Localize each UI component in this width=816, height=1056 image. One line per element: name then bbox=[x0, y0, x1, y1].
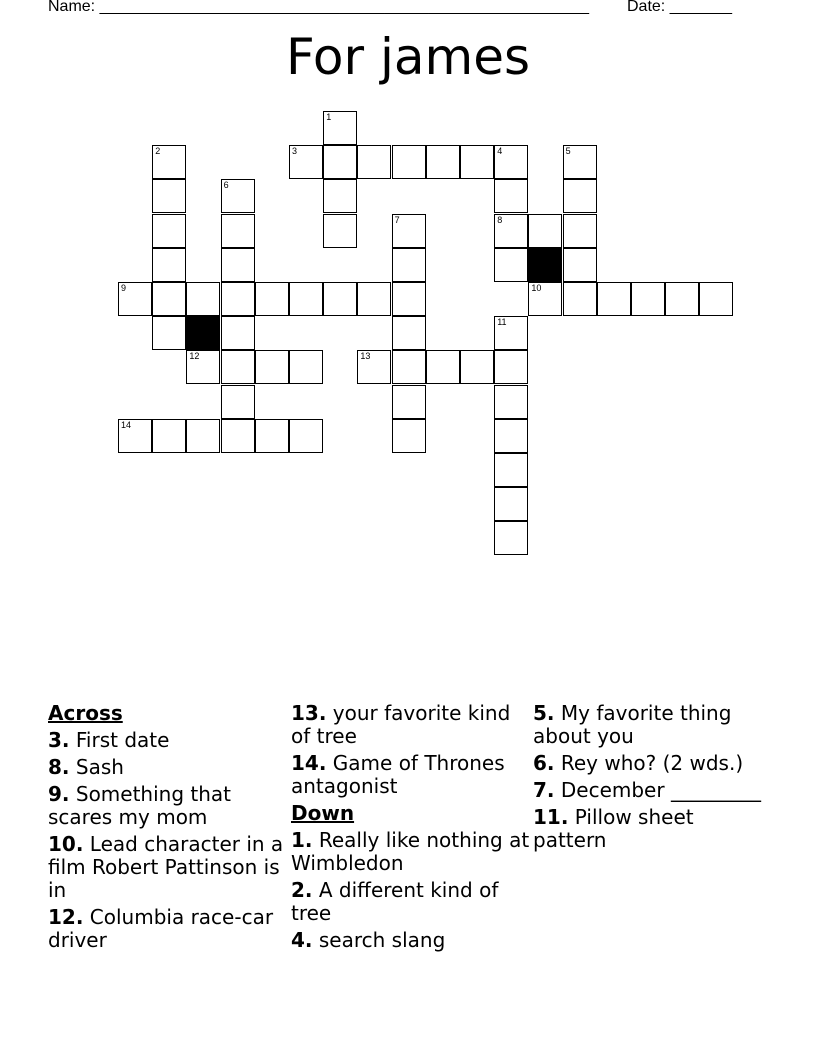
clue-number: 13. bbox=[291, 701, 327, 725]
cell-number: 5 bbox=[565, 146, 571, 157]
black-cell bbox=[186, 316, 220, 350]
grid-cell[interactable] bbox=[289, 350, 323, 384]
grid-cell[interactable] bbox=[255, 350, 289, 384]
cell-number: 6 bbox=[223, 180, 229, 191]
grid-cell[interactable] bbox=[357, 350, 391, 384]
across-clue-list bbox=[48, 729, 288, 952]
grid-cell[interactable] bbox=[323, 111, 357, 145]
grid-cell[interactable] bbox=[221, 214, 255, 248]
clue-item bbox=[291, 702, 531, 748]
grid-cell[interactable] bbox=[494, 145, 528, 179]
grid-cell[interactable] bbox=[221, 179, 255, 213]
grid-cell[interactable] bbox=[699, 282, 733, 316]
clue-text: search slang bbox=[312, 928, 446, 952]
cell-number: 2 bbox=[155, 146, 161, 157]
clue-number: 9. bbox=[48, 782, 70, 806]
clue-column-2 bbox=[291, 702, 531, 956]
grid-cell[interactable] bbox=[392, 145, 426, 179]
grid-cell[interactable] bbox=[392, 350, 426, 384]
clue-column-1 bbox=[48, 702, 288, 956]
clue-item bbox=[48, 906, 288, 952]
clue-text: Sash bbox=[69, 755, 124, 779]
grid-cell[interactable] bbox=[392, 248, 426, 282]
grid-cell[interactable] bbox=[494, 385, 528, 419]
grid-cell[interactable] bbox=[152, 316, 186, 350]
cell-number: 8 bbox=[497, 214, 503, 225]
grid-cell[interactable] bbox=[323, 145, 357, 179]
grid-cell[interactable] bbox=[528, 214, 562, 248]
clue-item bbox=[533, 702, 773, 748]
clue-text: Game of Thrones antagonist bbox=[291, 751, 505, 798]
grid-cell[interactable] bbox=[152, 282, 186, 316]
clue-number: 4. bbox=[291, 928, 313, 952]
clue-number: 5. bbox=[533, 701, 555, 725]
clue-number: 14. bbox=[291, 751, 327, 775]
clue-number: 7. bbox=[533, 778, 555, 802]
grid-cell[interactable] bbox=[152, 419, 186, 453]
cell-number: 7 bbox=[394, 214, 400, 225]
grid-cell[interactable] bbox=[494, 453, 528, 487]
grid-cell[interactable] bbox=[221, 419, 255, 453]
clue-item bbox=[533, 752, 773, 775]
grid-cell[interactable] bbox=[426, 145, 460, 179]
clue-number: 10. bbox=[48, 832, 84, 856]
grid-cell[interactable] bbox=[494, 487, 528, 521]
grid-cell[interactable] bbox=[494, 350, 528, 384]
grid-cell[interactable] bbox=[323, 282, 357, 316]
grid-cell[interactable] bbox=[392, 419, 426, 453]
cell-number: 3 bbox=[292, 146, 298, 157]
grid-cell[interactable] bbox=[221, 350, 255, 384]
clue-item bbox=[48, 756, 288, 779]
across-heading: Across bbox=[48, 701, 123, 725]
grid-cell[interactable] bbox=[494, 419, 528, 453]
grid-cell[interactable] bbox=[221, 385, 255, 419]
clue-text: A different kind of tree bbox=[291, 878, 499, 925]
clue-item bbox=[48, 783, 288, 829]
clue-text: Rey who? (2 wds.) bbox=[554, 751, 744, 775]
grid-cell[interactable] bbox=[152, 145, 186, 179]
clue-item bbox=[291, 879, 531, 925]
grid-cell[interactable] bbox=[494, 179, 528, 213]
grid-cell[interactable] bbox=[392, 214, 426, 248]
cell-number: 13 bbox=[360, 351, 371, 362]
clue-column-3 bbox=[533, 702, 773, 856]
clue-text: your favorite kind of tree bbox=[291, 701, 511, 748]
page-title: For james bbox=[285, 28, 531, 86]
grid-cell[interactable] bbox=[597, 282, 631, 316]
cell-number: 4 bbox=[497, 146, 503, 157]
clue-item bbox=[533, 806, 773, 852]
clue-item bbox=[48, 729, 288, 752]
grid-cell[interactable] bbox=[221, 248, 255, 282]
clue-text: Lead character in a film Robert Pattinson is in bbox=[48, 832, 284, 902]
clue-text: December _________ bbox=[554, 778, 761, 802]
clue-item bbox=[48, 833, 288, 902]
grid-cell[interactable] bbox=[118, 282, 152, 316]
clue-text: Really like nothing at Wimbledon bbox=[291, 828, 530, 875]
grid-cell[interactable] bbox=[563, 282, 597, 316]
grid-cell[interactable] bbox=[255, 419, 289, 453]
clue-number: 1. bbox=[291, 828, 313, 852]
grid-cell[interactable] bbox=[289, 282, 323, 316]
grid-cell[interactable] bbox=[323, 214, 357, 248]
clue-number: 11. bbox=[533, 805, 569, 829]
grid-cell[interactable] bbox=[631, 282, 665, 316]
grid-cell[interactable] bbox=[494, 316, 528, 350]
grid-cell[interactable] bbox=[186, 282, 220, 316]
grid-cell[interactable] bbox=[426, 350, 460, 384]
grid-cell[interactable] bbox=[563, 145, 597, 179]
black-cell bbox=[528, 248, 562, 282]
grid-cell[interactable] bbox=[528, 282, 562, 316]
down-heading: Down bbox=[291, 801, 355, 825]
grid-cell[interactable] bbox=[289, 419, 323, 453]
cell-number: 1 bbox=[326, 112, 332, 122]
cell-number: 12 bbox=[189, 351, 200, 362]
grid-cell[interactable] bbox=[563, 179, 597, 213]
across-clue-list-cont bbox=[291, 702, 531, 798]
grid-cell[interactable] bbox=[460, 350, 494, 384]
grid-cell[interactable] bbox=[221, 316, 255, 350]
grid-cell[interactable] bbox=[357, 145, 391, 179]
grid-cell[interactable] bbox=[665, 282, 699, 316]
grid-cell[interactable] bbox=[563, 214, 597, 248]
grid-cell[interactable] bbox=[118, 419, 152, 453]
name-field-label: Name: _______________________________________________________ bbox=[48, 0, 589, 15]
cell-number: 9 bbox=[121, 283, 127, 293]
grid-cell[interactable] bbox=[392, 385, 426, 419]
grid-cell[interactable] bbox=[392, 282, 426, 316]
grid-cell[interactable] bbox=[186, 350, 220, 384]
grid-cell[interactable] bbox=[323, 179, 357, 213]
clue-text: My favorite thing about you bbox=[533, 701, 732, 748]
grid-cell[interactable] bbox=[221, 282, 255, 316]
clue-item bbox=[533, 779, 773, 802]
down-clue-list-cont bbox=[533, 702, 773, 852]
date-field-label: Date: _______ bbox=[627, 0, 732, 15]
cell-number: 10 bbox=[531, 283, 542, 293]
clue-item bbox=[291, 829, 531, 875]
grid-cell[interactable] bbox=[494, 521, 528, 555]
grid-cell[interactable] bbox=[494, 214, 528, 248]
grid-cell[interactable] bbox=[392, 316, 426, 350]
grid-cell[interactable] bbox=[255, 282, 289, 316]
clue-text: Pillow sheet pattern bbox=[533, 805, 694, 852]
grid-cell[interactable] bbox=[289, 145, 323, 179]
clue-number: 6. bbox=[533, 751, 555, 775]
clue-item bbox=[291, 929, 531, 952]
clue-number: 8. bbox=[48, 755, 70, 779]
down-clue-list bbox=[291, 829, 531, 952]
clue-text: First date bbox=[69, 728, 170, 752]
clue-number: 2. bbox=[291, 878, 313, 902]
grid-cell[interactable] bbox=[494, 248, 528, 282]
clue-text: Columbia race-car driver bbox=[48, 905, 274, 952]
grid-cell[interactable] bbox=[152, 179, 186, 213]
grid-cell[interactable] bbox=[152, 248, 186, 282]
cell-number: 14 bbox=[121, 419, 132, 430]
grid-cell[interactable] bbox=[357, 282, 391, 316]
grid-cell[interactable] bbox=[186, 419, 220, 453]
grid-cell[interactable] bbox=[152, 214, 186, 248]
cell-number: 11 bbox=[497, 317, 507, 328]
grid-cell[interactable] bbox=[460, 145, 494, 179]
clue-number: 3. bbox=[48, 728, 70, 752]
clue-item bbox=[291, 752, 531, 798]
clue-text: Something that scares my mom bbox=[48, 782, 232, 829]
clue-number: 12. bbox=[48, 905, 84, 929]
grid-cell[interactable] bbox=[563, 248, 597, 282]
